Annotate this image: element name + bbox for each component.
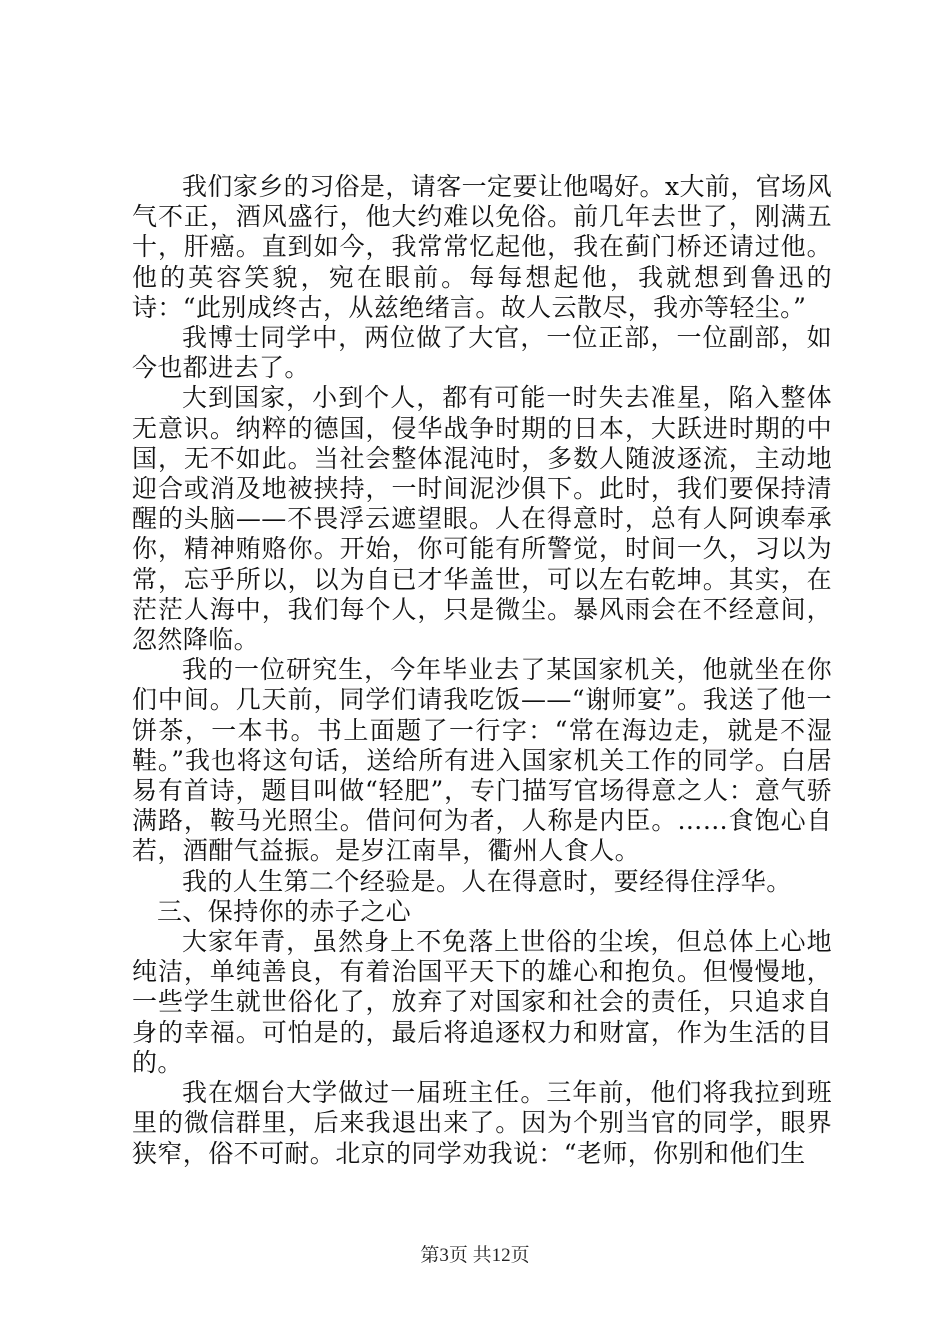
paragraph: 我的一位研究生，今年毕业去了某国家机关，他就坐在你们中间。几天前，同学们请我吃饭——“谢师宴”。我送了他一饼茶，一本书。书上面题了一行字：“常在海边走，就是不湿鞋。”我也将这句话，送给所有进入国家机关工作的同学。白居易有首诗，题目叫做“轻肥”，专门描写官场得意之人：意气骄满路，鞍马光照尘。借问何为者，人称是内臣。……食饱心自若，酒酣气益振。是岁江南旱，衢州人食人。 [132,655,832,866]
document-body [132,172,832,1169]
page-number-footer: 第3页 共12页 [420,1245,530,1266]
paragraph: 我博士同学中，两位做了大官，一位正部，一位副部，如今也都进去了。 [132,323,832,383]
section-heading: 三、保持你的赤子之心 [157,896,412,926]
paragraph: 我的人生第二个经验是。人在得意时，要经得住浮华。 [182,866,792,896]
paragraph: 大家年青，虽然身上不免落上世俗的尘埃，但总体上心地纯洁，单纯善良，有着治国平天下的雄心和抱负。但慢慢地，一些学生就世俗化了，放弃了对国家和社会的责任，只追求自身的幸福。可怕是的，最后将追逐权力和财富，作为生活的目的。 [132,927,832,1077]
paragraph: 我们家乡的习俗是，请客一定要让他喝好。x大前，官场风气不正，酒风盛行，他大约难以免俗。前几年去世了，刚满五十，肝癌。直到如今，我常常忆起他，我在蓟门桥还请过他。他的英容笑貌，宛在眼前。每每想起他，我就想到鲁迅的诗：“此别成终古，从兹绝绪言。故人云散尽，我亦等轻尘。” [132,172,832,322]
paragraph: 大到国家，小到个人，都有可能一时失去准星，陷入整体无意识。纳粹的德国，侵华战争时期的日本，大跃进时期的中国，无不如此。当社会整体混沌时，多数人随波逐流，主动地迎合或消及地被挟持，一时间泥沙俱下。此时，我们要保持清醒的头脑——不畏浮云遮望眼。人在得意时，总有人阿谀奉承你，精神贿赂你。开始，你可能有所警觉，时间一久，习以为常，忘乎所以，以为自已才华盖世，可以左右乾坤。其实，在茫茫人海中，我们每个人，只是微尘。暴风雨会在不经意间，忽然降临。 [132,383,832,655]
paragraph: 我在烟台大学做过一届班主任。三年前，他们将我拉到班里的微信群里，后来我退出来了。因为个别当官的同学，眼界狭窄，俗不可耐。北京的同学劝我说：“老师，你别和他们生 [132,1078,832,1168]
